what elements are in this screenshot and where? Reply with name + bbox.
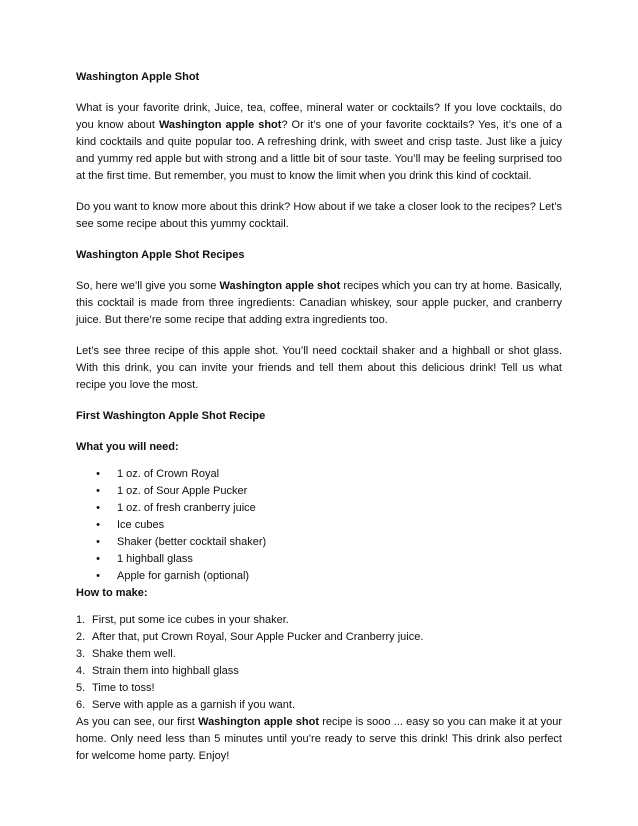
intro-paragraph-1 (76, 100, 562, 185)
step-text: First, put some ice cubes in your shaker. (92, 614, 289, 626)
bullet-icon: • (96, 536, 100, 548)
ingredient-text: 1 oz. of Crown Royal (117, 468, 220, 480)
step-number: 2. (76, 631, 86, 643)
step-text: Shake them well. (92, 648, 176, 660)
ingredient-text: Ice cubes (117, 519, 165, 531)
bullet-icon: • (96, 502, 100, 514)
how-to-make-heading: How to make: (76, 587, 148, 599)
recipes-paragraph-1 (76, 278, 562, 329)
bullet-icon: • (96, 553, 100, 565)
step-number: 6. (76, 699, 86, 711)
list-item (93, 551, 562, 568)
list-item (93, 517, 562, 534)
step-text: Serve with apple as a garnish if you want. (92, 699, 296, 711)
step-number: 1. (76, 614, 86, 626)
list-item (76, 697, 562, 714)
list-item (93, 500, 562, 517)
first-recipe-heading: First Washington Apple Shot Recipe (76, 410, 266, 422)
list-item (76, 629, 562, 646)
what-you-need-heading: What you will need: (76, 441, 179, 453)
step-number: 3. (76, 648, 86, 660)
list-item (93, 483, 562, 500)
ingredient-text: 1 oz. of fresh cranberry juice (117, 502, 256, 514)
step-text: After that, put Crown Royal, Sour Apple Pucker and Cranberry juice. (92, 631, 424, 643)
bullet-icon: • (96, 485, 100, 497)
step-text: Time to toss! (92, 682, 155, 694)
steps-list (76, 612, 562, 714)
list-item (93, 568, 562, 585)
list-item (76, 663, 562, 680)
recipes-text-b: recipes which you can try at home. Basically, this cocktail is made from three ingredients: Canadian whiskey, sour apple pucker, and cranberry juice. But there’re some recipe that adding extra ingredients too. (76, 280, 562, 326)
ingredient-text: Shaker (better cocktail shaker) (117, 536, 267, 548)
step-number: 4. (76, 665, 86, 677)
list-item (93, 466, 562, 483)
closing-paragraph (76, 714, 562, 765)
list-item (76, 680, 562, 697)
intro-text-a: What is your favorite drink, Juice, tea, coffee, mineral water or cocktails? If you love cocktails, do you know about (76, 102, 562, 131)
intro-bold-term: Washington apple shot (158, 119, 282, 131)
ingredient-text: Apple for garnish (optional) (117, 570, 250, 582)
step-text: Strain them into highball glass (92, 665, 239, 677)
bullet-icon: • (96, 468, 100, 480)
recipes-text-a: So, here we’ll give you some (76, 280, 220, 292)
step-number: 5. (76, 682, 86, 694)
bullet-icon: • (96, 519, 100, 531)
list-item (93, 534, 562, 551)
intro-text-b: ? Or it’s one of your favorite cocktails? Yes, it’s one of a kind cocktails and quite popular too. A refreshing drink, with sweet and crisp taste. Just like a juicy and yummy red apple but with strong and a little bit of sour taste. You’ll may be feeling surprised too at the first time. But remember, you must to know the limit when you drink this kind of cocktail. (76, 119, 562, 182)
bullet-icon: • (96, 570, 100, 582)
closing-bold-term: Washington apple shot (198, 716, 320, 728)
ingredient-text: 1 oz. of Sour Apple Pucker (117, 485, 248, 497)
recipes-heading: Washington Apple Shot Recipes (76, 249, 245, 261)
closing-text-b: recipe is sooo ... easy so you can make it at your home. Only need less than 5 minutes until you’re ready to serve this drink! This drink also perfect for welcome home party. Enjoy! (76, 716, 562, 762)
recipes-paragraph-2: Let’s see three recipe of this apple shot. You’ll need cocktail shaker and a highball or shot glass. With this drink, you can invite your friends and tell them about this delicious drink! Tell us what recipe you love the most. (76, 345, 562, 391)
recipes-bold-term: Washington apple shot (219, 280, 341, 292)
page-title: Washington Apple Shot (76, 71, 200, 83)
intro-paragraph-2: Do you want to know more about this drink? How about if we take a closer look to the recipes? Let’s see some recipe about this yummy cocktail. (76, 201, 562, 230)
ingredient-list (76, 466, 562, 585)
list-item (76, 646, 562, 663)
list-item (76, 612, 562, 629)
closing-text-a: As you can see, our first (76, 716, 199, 728)
ingredient-text: 1 highball glass (117, 553, 193, 565)
